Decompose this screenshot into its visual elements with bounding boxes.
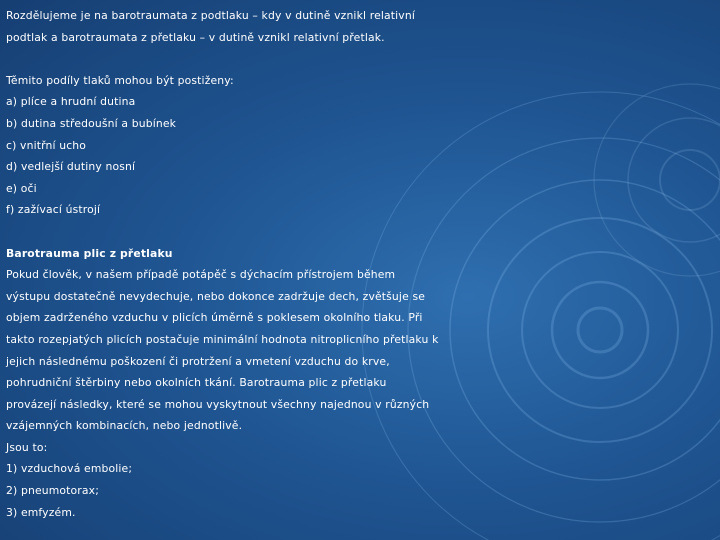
- body-line: provázejí následky, které se mohou vyskytnout všechny najednou v různých: [6, 397, 430, 411]
- body-line: vzájemných kombinacích, nebo jednotlivě.: [6, 419, 243, 433]
- body-line: takto rozepjatých plicích postačuje minimální hodnota nitroplicního přetlaku k: [6, 332, 439, 346]
- body-line: Pokud člověk, v našem případě potápěč s dýchacím přístrojem během: [6, 268, 396, 282]
- body-line: pohrudniční štěrbiny nebo okolních tkání. Barotrauma plic z přetlaku: [6, 376, 387, 390]
- list-item: c) vnitřní ucho: [6, 138, 87, 152]
- list-item: b) dutina středoušní a bubínek: [6, 116, 177, 130]
- affected-organs-list: [6, 70, 714, 221]
- slide-content: [6, 5, 714, 523]
- list-item: f) zažívací ústrojí: [6, 203, 101, 217]
- body-line: jejich následnému poškození či protržení a vmetení vzduchu do krve,: [6, 354, 390, 368]
- intro-line: podtlak a barotraumata z přetlaku – v dutině vznikl relativní přetlak.: [6, 30, 385, 44]
- list-item: d) vedlejší dutiny nosní: [6, 160, 136, 174]
- affected-heading: Těmito podíly tlaků mohou být postiženy:: [6, 73, 234, 87]
- list-intro: Jsou to:: [6, 440, 48, 454]
- list-item: 3) emfyzém.: [6, 505, 76, 519]
- list-item: e) oči: [6, 181, 37, 195]
- body-line: výstupu dostatečně nevydechuje, nebo dokonce zadržuje dech, zvětšuje se: [6, 289, 426, 303]
- list-item: 2) pneumotorax;: [6, 484, 99, 498]
- intro-paragraph: [6, 5, 714, 48]
- list-item: 1) vzduchová embolie;: [6, 462, 133, 476]
- lung-barotrauma-section: [6, 243, 714, 524]
- intro-line: Rozdělujeme je na barotraumata z podtlaku – kdy v dutině vznikl relativní: [6, 9, 415, 22]
- body-line: objem zadrženého vzduchu v plicích úměrně s poklesem okolního tlaku. Při: [6, 311, 423, 325]
- section-title: Barotrauma plic z přetlaku: [6, 246, 173, 260]
- list-item: a) plíce a hrudní dutina: [6, 95, 136, 109]
